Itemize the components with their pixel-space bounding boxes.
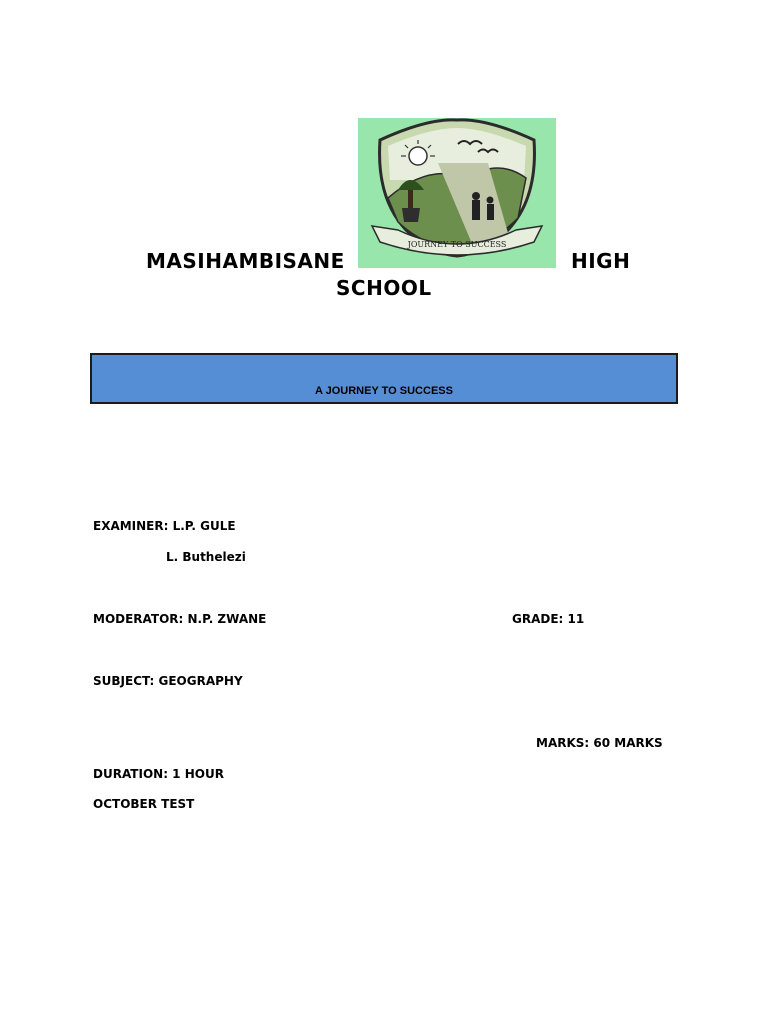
school-name-word-2: HIGH: [571, 249, 631, 273]
school-name-word-3: SCHOOL: [336, 276, 432, 300]
crest-motto-text: JOURNEY TO SUCCESS: [407, 240, 507, 249]
duration-line: DURATION: 1 HOUR: [93, 767, 224, 781]
examiner-line: EXAMINER: L.P. GULE: [93, 519, 236, 533]
school-crest-logo: [358, 118, 556, 268]
grade-line: GRADE: 11: [512, 612, 585, 626]
marks-line: MARKS: 60 MARKS: [536, 736, 663, 750]
banner-text: A JOURNEY TO SUCCESS: [315, 385, 453, 397]
school-name-word-1: MASIHAMBISANE: [146, 249, 345, 273]
motto-banner: [90, 353, 678, 404]
moderator-line: MODERATOR: N.P. ZWANE: [93, 612, 267, 626]
examiner-second-name: L. Buthelezi: [166, 550, 246, 564]
test-name-line: OCTOBER TEST: [93, 797, 195, 811]
subject-line: SUBJECT: GEOGRAPHY: [93, 674, 243, 688]
